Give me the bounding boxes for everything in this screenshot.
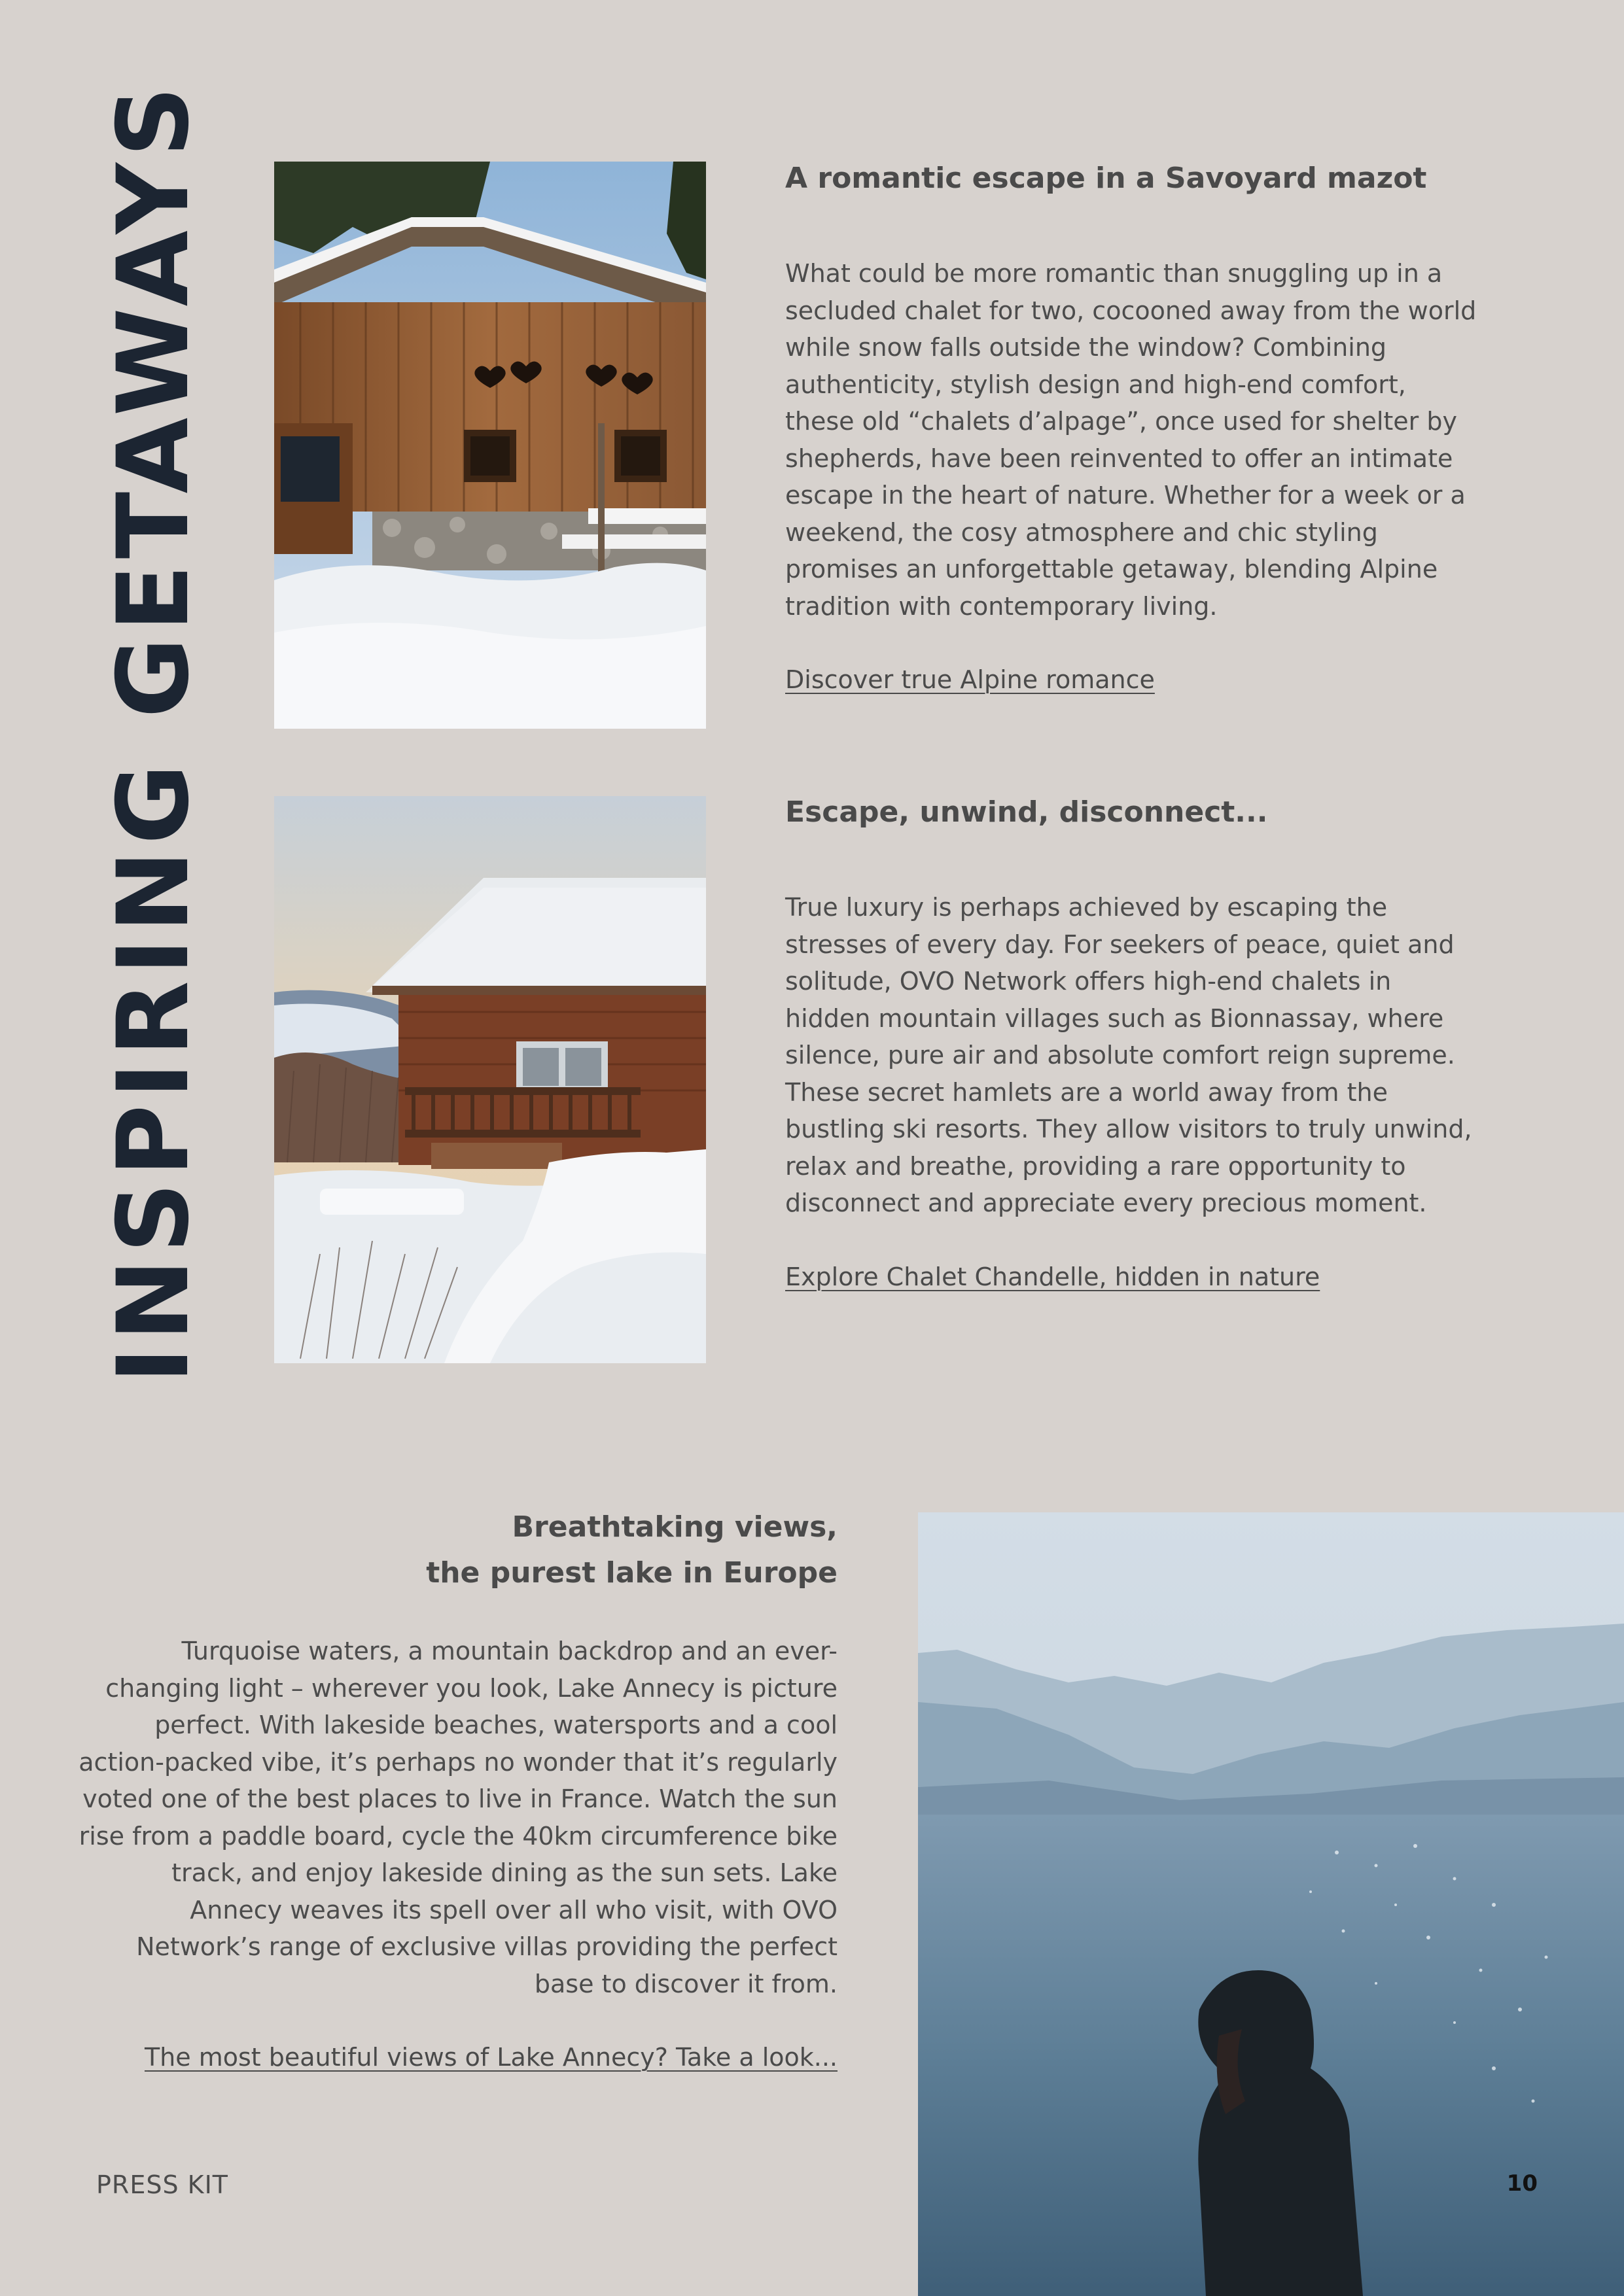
explore-chalet-chandelle-link[interactable]: Explore Chalet Chandelle, hidden in nature (785, 1262, 1320, 1291)
article-escape-unwind (785, 790, 1479, 1295)
lake-annecy-views-link[interactable]: The most beautiful views of Lake Annecy? Take a look... (144, 2043, 838, 2072)
article-title-line-1: Breathtaking views, (512, 1510, 838, 1544)
article-savoyard-mazot (785, 156, 1479, 698)
page-number: 10 (1506, 2170, 1538, 2197)
hidden-chalet-photo (274, 796, 706, 1363)
article-lake-annecy (79, 1505, 838, 2076)
side-title: INSPIRING GETAWAYS (97, 80, 211, 1383)
article-title-line-2: the purest lake in Europe (426, 1556, 838, 1590)
article-body: True luxury is perhaps achieved by escaping the stresses of every day. For seekers of peace, quiet and solitude, OVO Network offers high-end chalets in hidden mountain villages such as Bionnassay, where silence, pure air and absolute comfort reign supreme. These secret hamlets are a world away from the bustling ski resorts. They allow visitors to truly unwind, relax and breathe, providing a rare opportunity to disconnect and appreciate every precious moment. (785, 893, 1472, 1217)
article-title: Escape, unwind, disconnect... (785, 795, 1268, 829)
article-body: What could be more romantic than snuggling up in a secluded chalet for two, cocooned away from the world while snow falls outside the window? Combining authenticity, stylish design and high-end comfort, these old “chalets d’alpage”, once used for shelter by shepherds, have been reinvented to offer an intimate escape in the heart of nature. Whether for a week or a weekend, the cosy atmosphere and chic styling promises an unforgettable getaway, blending Alpine tradition with contemporary living. (785, 259, 1477, 621)
article-title (79, 1505, 838, 1596)
press-kit-label: PRESS KIT (96, 2170, 228, 2199)
article-body: Turquoise waters, a mountain backdrop and an ever-changing light – wherever you look, Lake Annecy is picture perfect. With lakeside beaches, watersports and a cool action-packed vibe, it’s perhaps no wonder that it’s regularly voted one of the best places to live in France. Watch the sun rise from a paddle board, cycle the 40km circumference bike track, and enjoy lakeside dining as the sun sets. Lake Annecy weaves its spell over all who visit, with OVO Network’s range of exclusive villas providing the perfect base to discover it from. (79, 1637, 838, 1998)
article-title: A romantic escape in a Savoyard mazot (785, 162, 1427, 195)
discover-alpine-romance-link[interactable]: Discover true Alpine romance (785, 665, 1155, 694)
mazot-chalet-photo (274, 162, 706, 729)
